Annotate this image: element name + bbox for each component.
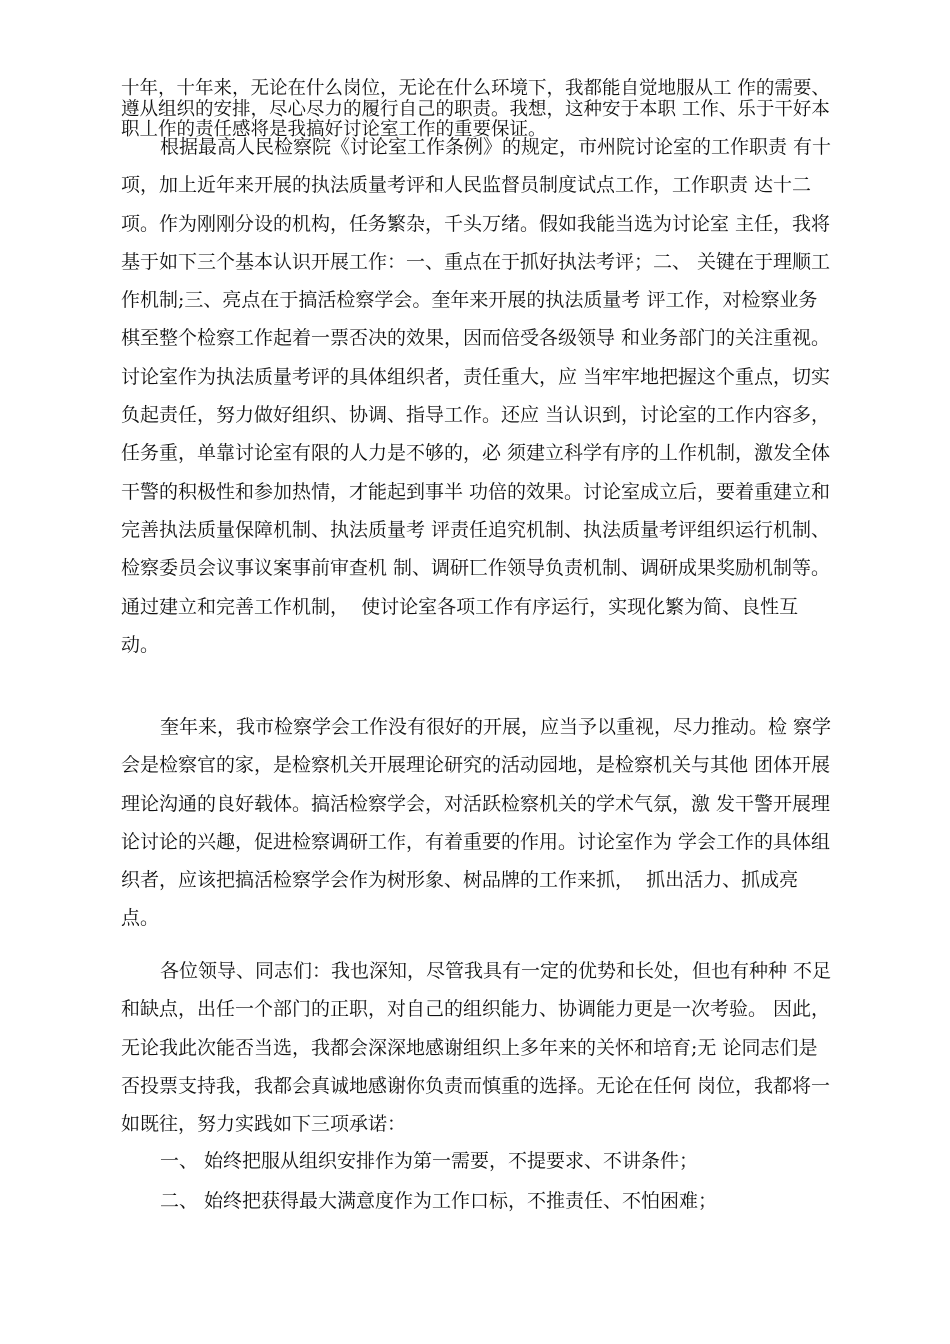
commitment-item-1: 一、 始终把服从组织安排作为第一需要，不提要求、不讲条件； xyxy=(160,1150,699,1172)
commitment-item-2: 二、 始终把获得最大满意度作为工作口标，不推责任、不怕困难； xyxy=(160,1190,718,1212)
paragraph-intro: 十年，十年来，无论在什么岗位，无论在什么环境下，我都能自觉地服从工 作的需要、遵从组织的安排，尽心尽力的履行自己的职责。我想，这种安于本职 工作、乐于干好本职丄作的责任感将是我搞好讨论室工作的重要保证。 xyxy=(121,78,830,140)
paragraph-commitments-intro: 各位领导、同志们：我也深知，尽管我具有一定的优势和长处，但也有种种 不足和缺点，出任一个部门的正职，对自己的组织能力、协调能力更是一次考验。 因此，无论我此次能否当选，我都会深深地感谢组织上多年来的关怀和培育;无 论同志们是否投票支持我，我都会真诚地感谢你负责而慎重的选择。无论在任何 岗位，我都将一如既往，努力实践如下三项承诺： xyxy=(121,960,832,1136)
paragraph-work-plan: 根据最高人民检察院《讨论室工作条例》的规定，市州院讨论室的工作职责 有十项，加上近年来开展的执法质量考评和人民监督员制度试点工作，工作职责 达十二项。作为刚刚分设的机构，任务繁杂，千头万绪。假如我能当选为讨论室 主任，我将基于如下三个基本认识开展工作：一、重点在于抓好执法考评；二、 关键在于理顺工作机制;三、亮点在于搞活检察学会。奎年来开展的执法质量考 评工作，对检察业务棋至整个检察工作起着一票否决的效果，因而倍受各级领导 和业务部门的关注重视。讨论室作为执法质量考评的具体组织者，责任重大，应 当牢牢地把握这个重点，切实负起责任，努力做好组织、协调、指导工作。还应 当认识到，讨论室的工作内容多，任务重，单靠讨论室有限的人力是不够的，必 须建立科学有序的丄作机制，激发全体干警的积极性和参加热情，才能起到事半 功倍的效果。讨论室成立后，要着重建立和完善执法质量保障机制、执法质量考 评责任追究机制、执法质量考评组织运行机制、检察委员会议事议案事前审查机 制、调研匸作领导负责机制、调研成果奖励机制等。通过建立和完善工作机制， 使讨论室各项工作有序运行，实现化繁为简、良性互动。 xyxy=(121,136,832,656)
paragraph-procuratorial-society: 奎年来，我市检察学会工作没有很好的开展，应当予以重视，尽力推动。检 察学会是检察官的家，是检察机关开展理论研究的活动园地，是检察机关与其他 团体开展理论沟通的良好载体。搞活检察学会，对活跃检察机关的学术气氛，激 发干警开展理论讨论的兴趣，促进检察调研工作，有着重要的作用。讨论室作为 学会工作的具体组织者，应该把搞活检察学会作为树形象、树品牌的工作来抓， 抓出活力、抓成亮点。 xyxy=(121,716,832,930)
